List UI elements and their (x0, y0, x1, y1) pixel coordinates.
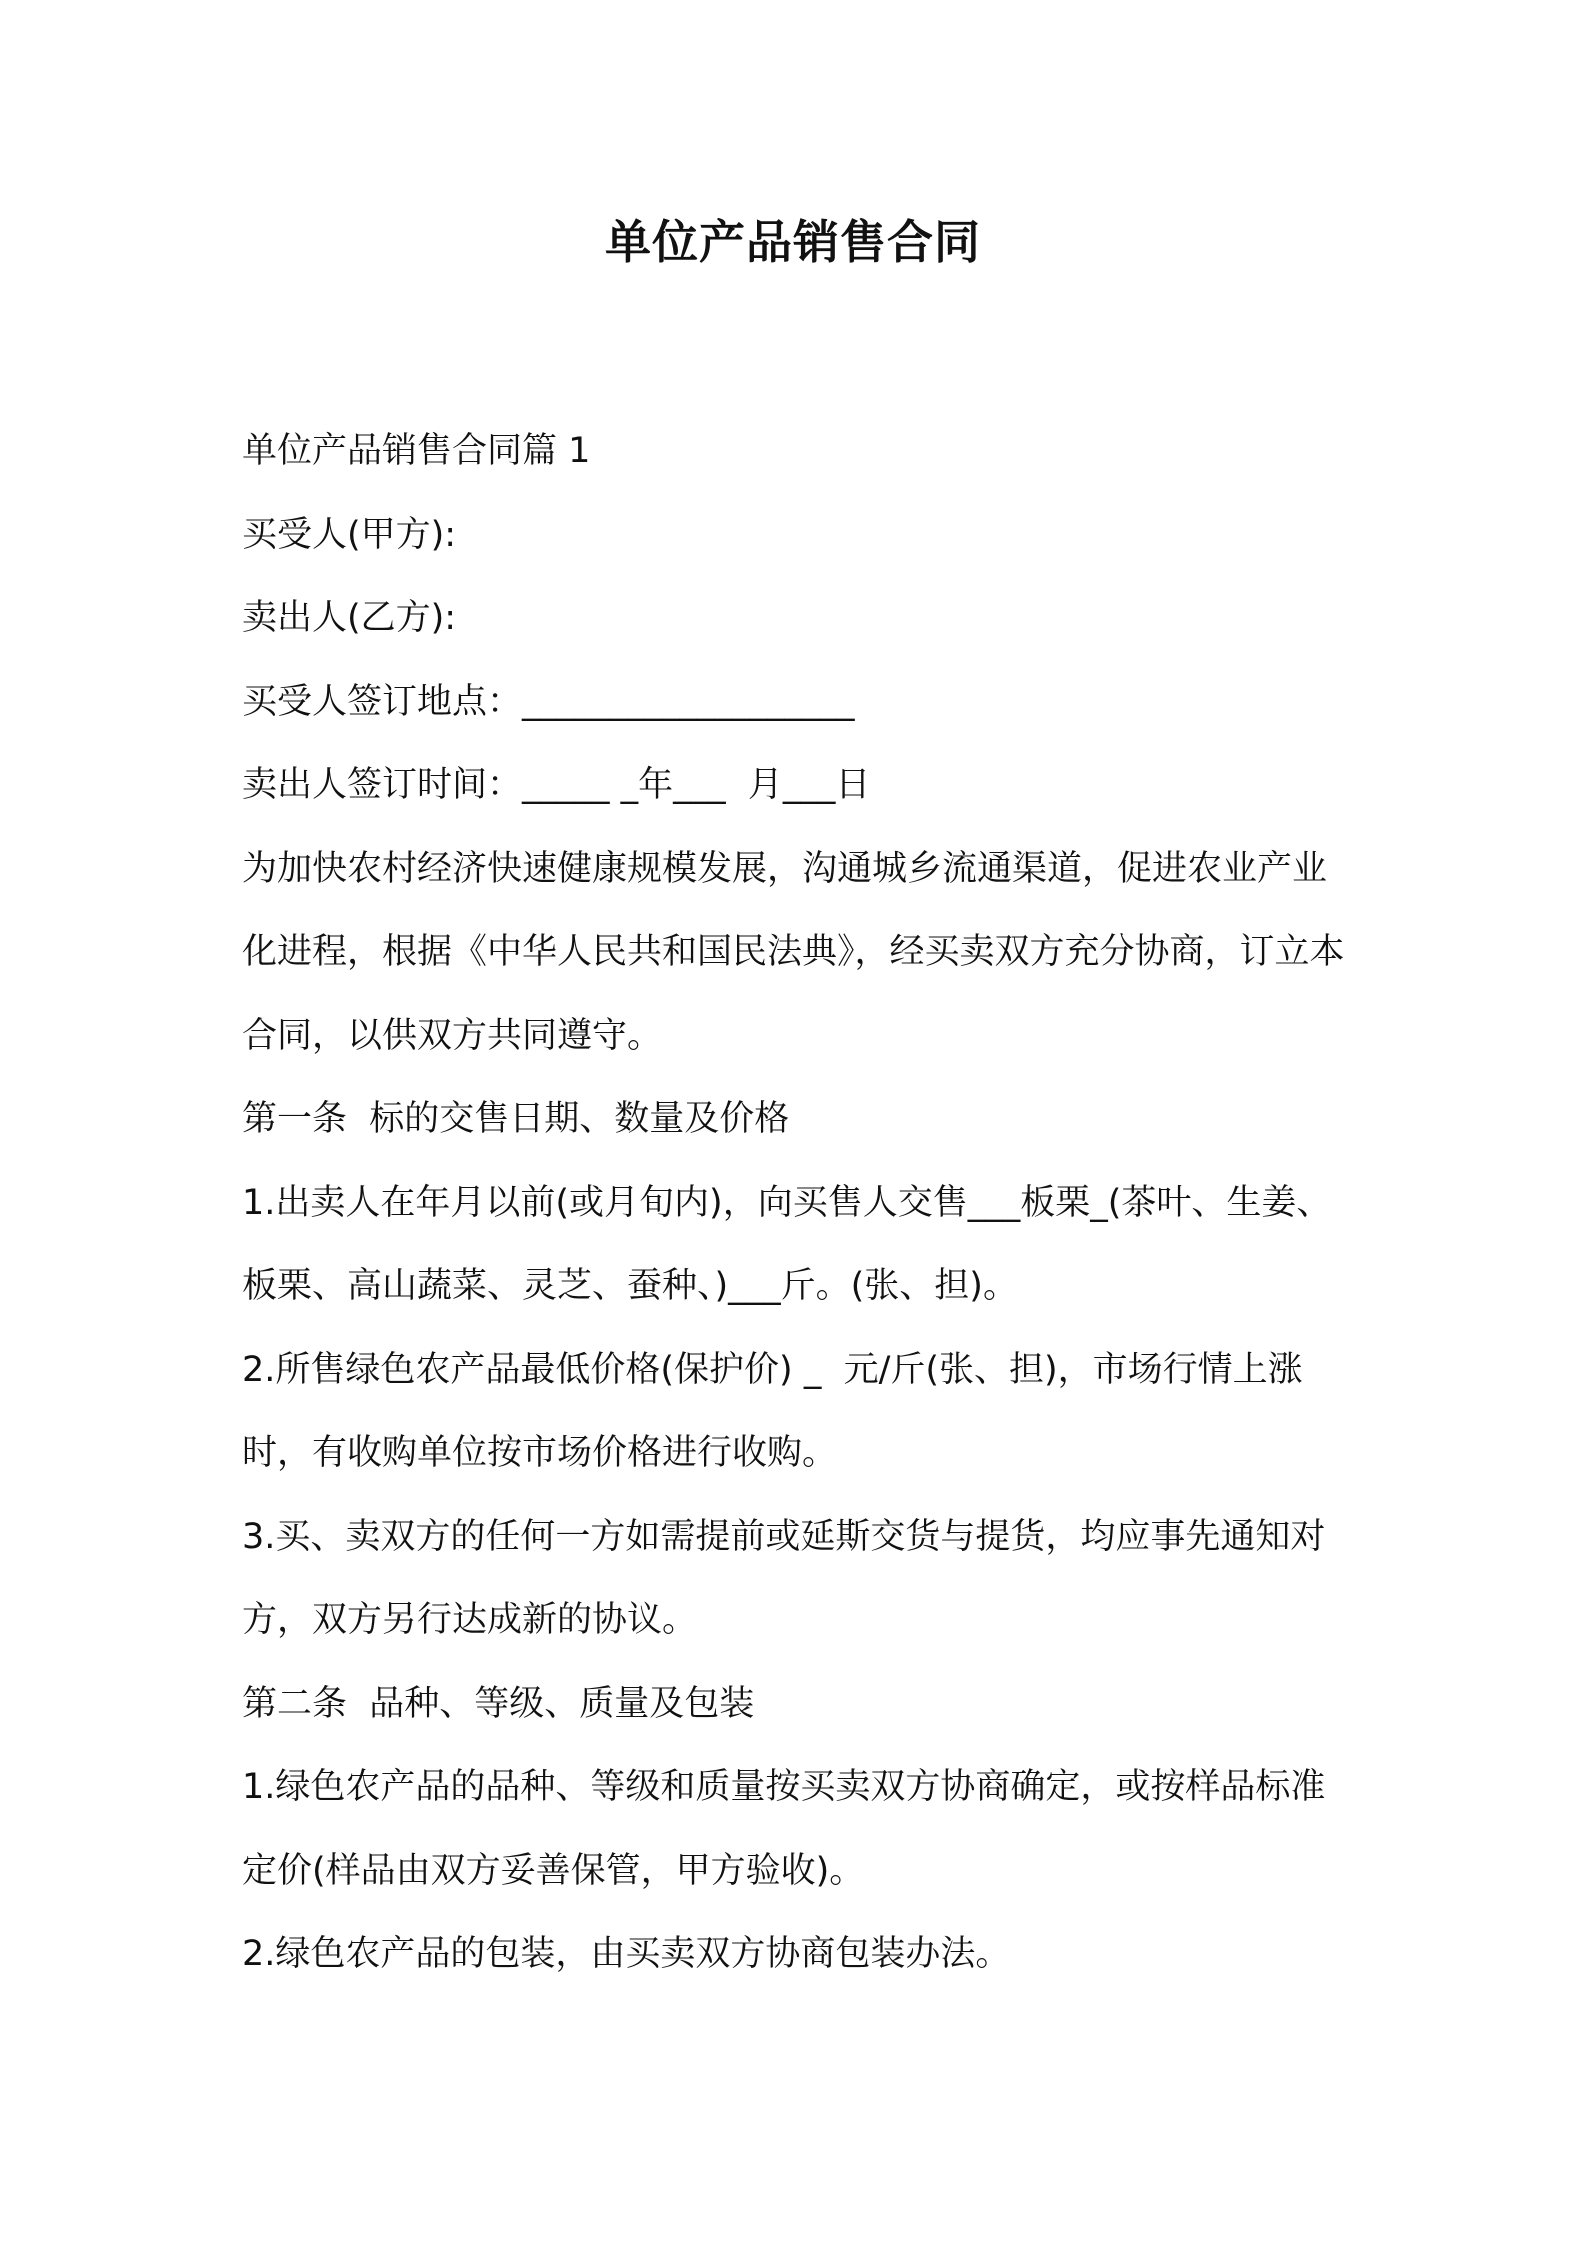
signing-place-line: 买受人签订地点：___________________ (242, 681, 855, 722)
article-1-heading: 第一条 标的交售日期、数量及价格 (242, 1099, 790, 1139)
article-1-clause-2: 2.所售绿色农产品最低价格(保护价) _ 元/斤(张、担)，市场行情上涨时，有收购单位按市场价格进行收购。 (242, 1349, 1303, 1473)
buyer-line: 买受人(甲方): (242, 514, 457, 555)
article-2-heading: 第二条 品种、等级、质量及包装 (242, 1683, 755, 1724)
document-title: 单位产品销售合同 (605, 215, 981, 269)
preamble-paragraph: 为加快农村经济快速健康规模发展，沟通城乡流通渠道，促进农业产业化进程，根据《中华人民共和国民法典》，经买卖双方充分协商，订立本合同，以供双方共同遵守。 (242, 848, 1345, 1056)
article-2-clause-1: 1.绿色农产品的品种、等级和质量按买卖双方协商确定，或按样品标准定价(样品由双方妥善保管，甲方验收)。 (242, 1767, 1326, 1891)
seller-line: 卖出人(乙方): (242, 598, 457, 638)
article-2-clause-2: 2.绿色农产品的包装，由买卖双方协商包装办法。 (242, 1934, 1011, 1974)
signing-date-line: 卖出人签订时间：_____ _年___ 月___日 (242, 765, 871, 805)
article-1-clause-3: 3.买、卖双方的任何一方如需提前或延斯交货与提货，均应事先通知对方，双方另行达成新的协议。 (242, 1516, 1326, 1640)
contract-subtitle: 单位产品销售合同篇 1 (242, 431, 591, 471)
article-1-clause-1: 1.出卖人在年月以前(或月旬内)，向买售人交售___板栗_(茶叶、生姜、板栗、高山蔬菜、灵芝、蚕种、)___斤。(张、担)。 (242, 1182, 1332, 1306)
document-body (242, 410, 1352, 1997)
